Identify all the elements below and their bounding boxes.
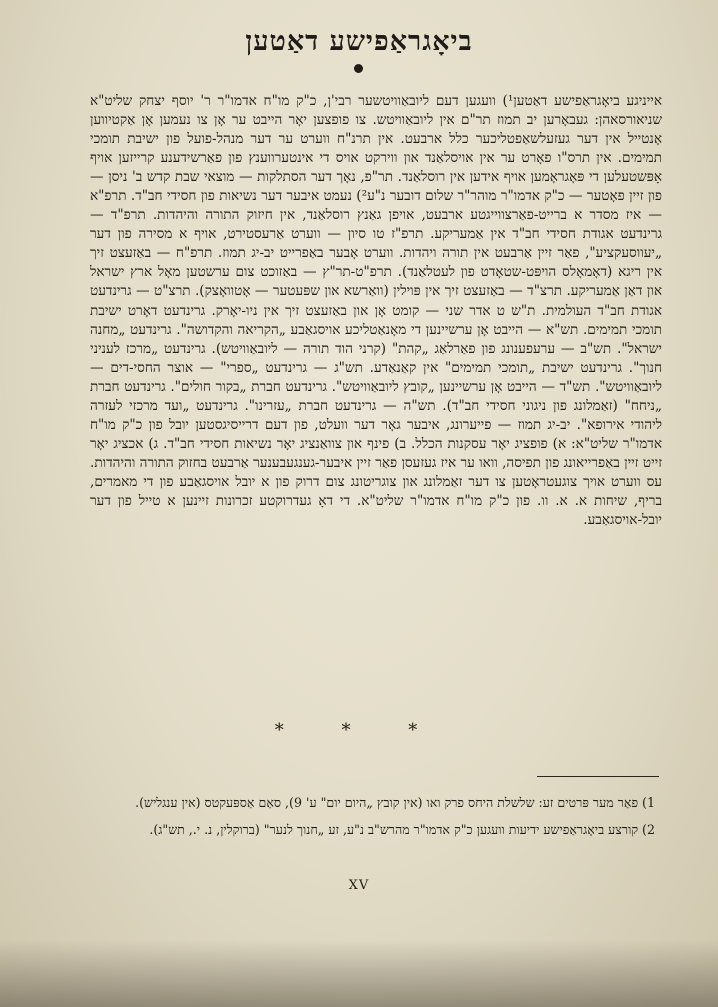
page-number: XV	[348, 878, 370, 893]
footnote: 2) קורצע ביאָגראַפישע ידיעות וועגען כ"ק אדמו"ר מהרש"ב נ"ע, זע „חנוך לנער" (ברוקלין, נ. י., תש"ג).	[149, 822, 655, 837]
body-paragraph: אייניגע ביאָגראַפישע דאַטען¹) וועגען דעם ליובאַוויטשער רבי'ן, כ"ק מו"ח אדמו"ר ר' יוסף יצחק שליט"א שניאורסאהן: געבאָרען יב תמוז תר"ם אין ליובאַוויטש. צו פופצען יאָר הייבט ער אָן צו נעמען אָן אַקטיווען אָנטייל אין דער געזעלשאַפטליכער כלל ארבעט. אין תרנ"ח ווערט ער דער מנהל-פועל פון ישיבת תומכי תמימים. אין תרס"ו פאָרט ער אין אויסלאַנד און ווירקט אויס די אינטערווענץ פון פאַרשידענע קרייזען אויף אָפּשטעלען די פּאָגראָמען אויף אידען אין רוסלאַנד. תר"פ, נאָך דער הסתלקות — מוצאי שבת קדש ב' ניסן — פון זיין פאָטער — כ"ק אדמו"ר מוהר"ר שלום דובער נ"ע²) נעמט איבער דער נשיאות פון חסידי חב"ד. תרפ"א — איז מסדר א ברייט-פאַרצווייגטע ארבעט, אויפן גאַנץ רוסלאַנד, אין חיזוק התורה והיהדות. תרפ"ד — גרינדעט אגודת חסידי חב"ד אין אַמעריקע. תרפ"ז טו סיון — ווערט אַרעסטירט, אויף א מסירה פון דער „יעווסעקציע", פאַר זיין אַרבעט אין תורה ויהדות. ווערט אָבער באַפרייט יב-יג תמוז. תרפ"ח — באַזעצט זיך אין ריגא (דאָמאָלס הויפּט-שטאָדט פון לעטלאַנד). תרפ"ט-תר"ץ — באַזוכט צום ערשטען מאָל ארץ ישראל און דאַן אַמעריקע. תרצ"ד — באַזעצט זיך אין פּוילין (וואַרשא און שפּעטער — אָטוואָצק). תרצ"ט — גרינדעט אגודת חב"ד העולמית. ת"ש ט אדר שני — קומט אָן און באַזעצט זיך אין ניו-יאָרק. גרינדעט דאָרט ישיבת תומכי תמימים. תש"א — הייבט אָן ערשיינען די מאָנאַטליכע אויסגאַבע „הקריאה והקדושה". גרינדעט „מחנה ישראל". תש"ב — ערעפענונג פון פאַרלאַג „קהת" (קרני הוד תורה — ליובאַוויטש). גרינדעט „מרכז לעניני חנוך". גרינדעט ישיבת „תומכי תמימים" אין קאַנאַדע. תש"ג — גרינדעט „ספרי" — אוצר החסי-דים — ליובאַוויטש". תש"ד — הייבט אָן ערשיינען „קובץ ליובאַוויטש". גרינדעט חברת „בקור חולים". גרינדעט חברת „ניחח" (זאַמלונג פון ניגוני חסידי חב"ד). תש"ה — גרינדעט חברת „עזרינו". גרינדעט „ועד מרכזי לעזרה ליהודי אירופא". יב-יג תמוז — פייערונג, איבער גאָר דער וועלט, פון דעם דרייסיגסטען יובל פון כ"ק מו"ח אדמו"ר שליט"א: א) פופציג יאָר עסקנות הכלל. ב) פינף און צוואַנציג יאָר נשיאות חסידי חב"ד. ג) אכציג יאָר זייט זיין באַפרייאונג פון תפיסה, וואו ער איז געזעסן פאַר זיין איבער-גענגעבענער אַרבעט בחזוק התורה והיהדות. עס ווערט אויך צוגעטראָטען צו דער זאַמלונג און צוגריטונג צום דרוק פון א יובל אויסגאַבע פון די מאמרים, בריף, שיחות א. א. וו. פון כ"ק מו"ח אדמו"ר שליט"א. די דאָ געדרוקטע זכרונות זיינען א טייל פון דער יובל-אויסגאַבע.	[90, 93, 663, 529]
footnote-rule	[537, 776, 659, 777]
body-text	[90, 92, 662, 530]
page-shadow	[0, 940, 718, 1007]
page-title: ביאָגראַפישע דאַטען	[245, 26, 473, 57]
section-separator: * * *	[274, 720, 444, 741]
footnote: 1) פאַר מער פּרטים זע: שלשלת היחס פרק ואו (אין קובץ „היום יום" ע' 9), סאַם אַספּעקטס (אין ענגליש).	[135, 795, 655, 810]
footnotes	[95, 793, 655, 847]
title-ornament-dot	[354, 64, 363, 73]
